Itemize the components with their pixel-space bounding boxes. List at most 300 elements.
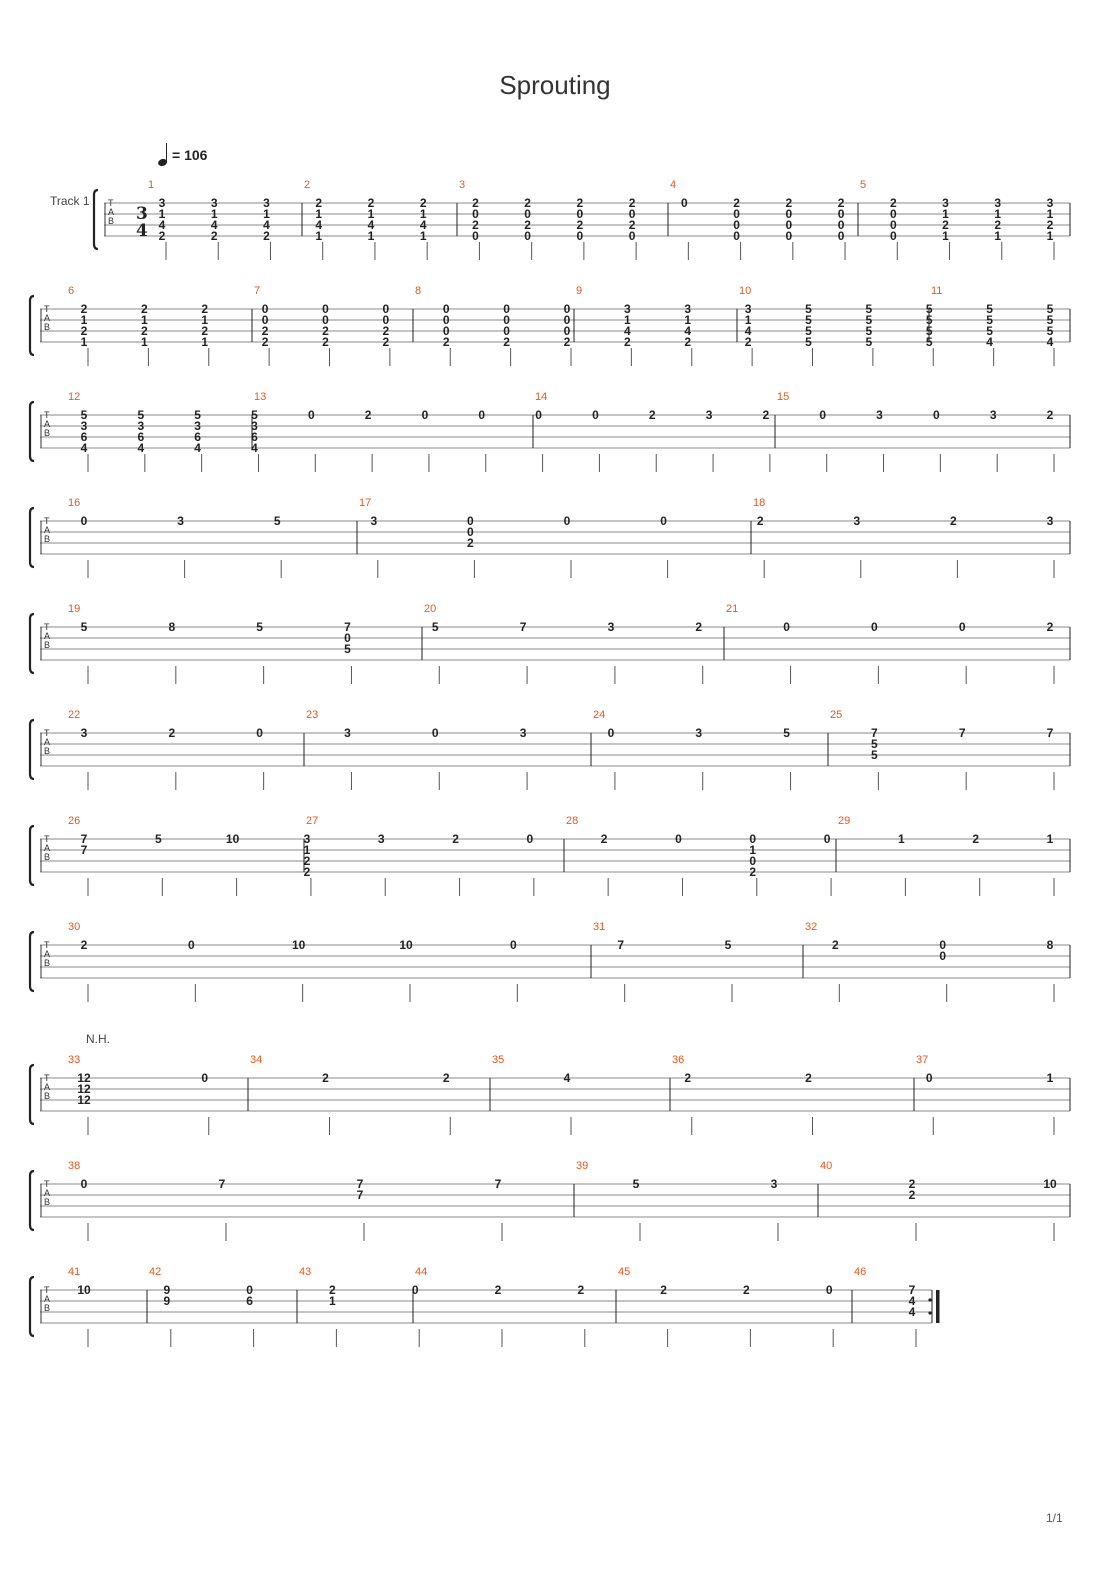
tab-clef-letter: B — [108, 216, 115, 226]
chord — [1047, 196, 1054, 260]
chord — [527, 832, 534, 896]
fret-number: 0 — [503, 302, 510, 316]
chord — [443, 302, 450, 366]
fret-number: 5 — [273, 514, 281, 528]
chord — [1047, 408, 1054, 472]
fret-number: 0 — [628, 229, 636, 243]
chord — [383, 302, 390, 366]
fret-number: 3 — [344, 726, 351, 740]
tab-clef-letter: T — [44, 516, 50, 526]
chord — [994, 196, 1001, 260]
fret-number: 7 — [494, 1177, 502, 1191]
fret-number: 2 — [329, 1283, 336, 1297]
fret-number: 10 — [77, 1283, 91, 1297]
measure-number: 6 — [68, 285, 75, 297]
fret-number: 0 — [837, 218, 845, 232]
fret-number: 0 — [421, 408, 429, 422]
fret-number: 3 — [80, 726, 88, 740]
fret-number: 2 — [908, 1177, 916, 1191]
fret-number: 5 — [80, 620, 88, 634]
fret-number: 3 — [876, 408, 883, 422]
fret-number: 0 — [344, 631, 351, 645]
chord — [201, 1071, 208, 1135]
tab-system — [30, 391, 1070, 472]
fret-number: 1 — [744, 313, 752, 327]
tab-clef-letter: T — [44, 728, 50, 738]
fret-number: 5 — [805, 313, 812, 327]
fret-number: 0 — [592, 408, 599, 422]
fret-number: 5 — [925, 313, 933, 327]
fret-number: 0 — [819, 408, 827, 422]
measure-number: 35 — [492, 1054, 505, 1066]
measure-number: 30 — [68, 921, 81, 933]
natural-harmonic-label: N.H. — [86, 1032, 110, 1046]
fret-number: 2 — [141, 324, 148, 338]
chord — [81, 832, 88, 896]
chord — [81, 726, 88, 790]
chord — [939, 938, 946, 1002]
chord — [399, 938, 413, 1002]
fret-number: 10 — [291, 938, 306, 952]
measure-number: 37 — [916, 1054, 929, 1066]
fret-number: 0 — [503, 324, 510, 338]
chord — [520, 726, 527, 790]
fret-number: 5 — [251, 408, 258, 422]
chord — [1047, 514, 1054, 578]
fret-number: 4 — [908, 1305, 916, 1319]
tab-clef-letter: B — [44, 322, 51, 332]
chord — [177, 514, 184, 578]
fret-number: 0 — [478, 408, 486, 422]
page-number: 1/1 — [1046, 1511, 1063, 1525]
chord — [986, 302, 993, 366]
fret-number: 2 — [749, 865, 757, 879]
system-bracket — [30, 1065, 34, 1124]
fret-number: 8 — [168, 620, 176, 634]
fret-number: 0 — [660, 514, 667, 528]
fret-number: 2 — [315, 196, 323, 210]
fret-number: 1 — [994, 229, 1002, 243]
fret-number: 2 — [744, 335, 752, 349]
chord — [201, 302, 208, 366]
chord — [564, 302, 571, 366]
chord — [432, 726, 439, 790]
fret-number: 2 — [263, 229, 270, 243]
chord — [1047, 938, 1054, 1002]
chord — [1047, 832, 1054, 896]
fret-number: 1 — [315, 207, 323, 221]
fret-number: 6 — [80, 430, 88, 444]
tab-system — [30, 285, 1070, 366]
chord — [601, 832, 608, 896]
measure-number: 32 — [805, 921, 818, 933]
fret-number: 2 — [494, 1283, 502, 1297]
measure-number: 11 — [931, 285, 943, 297]
tab-system — [30, 1160, 1070, 1241]
tab-clef-letter: A — [44, 1188, 51, 1198]
measure-number: 44 — [415, 1266, 428, 1278]
fret-number: 5 — [1046, 302, 1054, 316]
time-signature-bottom: 4 — [136, 221, 148, 241]
fret-number: 0 — [783, 620, 790, 634]
fret-number: 0 — [563, 514, 571, 528]
fret-number: 2 — [628, 196, 636, 210]
fret-number: 2 — [303, 865, 311, 879]
chord — [226, 832, 240, 896]
fret-number: 2 — [628, 218, 636, 232]
fret-number: 0 — [675, 832, 682, 846]
chord — [853, 514, 860, 578]
tab-clef-letter: A — [44, 949, 51, 959]
system-bracket — [94, 190, 98, 249]
fret-number: 2 — [210, 229, 218, 243]
fret-number: 12 — [77, 1071, 91, 1085]
chord — [304, 832, 311, 896]
measure-number: 14 — [535, 391, 548, 403]
measure-number: 26 — [68, 815, 81, 827]
track-name: Track 1 — [50, 194, 90, 208]
fret-number: 2 — [733, 196, 740, 210]
chord — [503, 302, 510, 366]
fret-number: 3 — [519, 726, 527, 740]
fret-number: 1 — [994, 207, 1002, 221]
chord — [495, 1177, 502, 1241]
chord — [315, 196, 322, 260]
fret-number: 7 — [80, 832, 88, 846]
fret-number: 2 — [576, 196, 584, 210]
chord — [443, 1071, 450, 1135]
tab-clef-letter: T — [44, 622, 50, 632]
fret-number: 2 — [364, 408, 372, 422]
fret-number: 0 — [563, 324, 571, 338]
measure-number: 3 — [459, 179, 466, 191]
chord — [783, 620, 790, 684]
fret-number: 0 — [825, 1283, 833, 1297]
measure-number: 45 — [618, 1266, 631, 1278]
fret-number: 0 — [524, 229, 531, 243]
chord — [771, 1177, 778, 1241]
fret-number: 5 — [871, 737, 878, 751]
chord — [832, 938, 839, 1002]
fret-number: 1 — [367, 207, 375, 221]
fret-number: 4 — [210, 218, 218, 232]
chord — [274, 514, 281, 578]
chord — [472, 196, 479, 260]
fret-number: 2 — [837, 196, 845, 210]
fret-number: 2 — [600, 832, 608, 846]
chord — [262, 302, 269, 366]
fret-number: 1 — [263, 207, 270, 221]
fret-number: 0 — [201, 1071, 209, 1085]
fret-number: 0 — [563, 302, 571, 316]
fret-number: 1 — [303, 843, 311, 857]
fret-number: 7 — [344, 620, 351, 634]
fret-number: 10 — [225, 832, 240, 846]
fret-number: 3 — [1046, 196, 1054, 210]
fret-number: 2 — [419, 196, 427, 210]
tab-clef-letter: B — [44, 852, 51, 862]
fret-number: 3 — [158, 196, 166, 210]
fret-number: 2 — [756, 514, 764, 528]
final-barline — [936, 1290, 940, 1323]
tab-clef-letter: T — [44, 940, 50, 950]
fret-number: 5 — [805, 335, 812, 349]
fret-number: 4 — [1046, 335, 1054, 349]
fret-number: 2 — [382, 335, 390, 349]
fret-number: 1 — [684, 313, 692, 327]
fret-number: 2 — [322, 1071, 329, 1085]
chord — [577, 196, 584, 260]
tab-clef-letter: B — [44, 640, 51, 650]
fret-number: 1 — [367, 229, 375, 243]
chord — [933, 408, 940, 472]
fret-number: 0 — [472, 229, 479, 243]
fret-number: 1 — [1046, 1071, 1054, 1085]
chord — [256, 726, 263, 790]
fret-number: 6 — [246, 1294, 253, 1308]
fret-number: 0 — [749, 832, 757, 846]
fret-number: 3 — [1046, 514, 1054, 528]
fret-number: 2 — [1046, 218, 1054, 232]
fret-number: 2 — [503, 335, 510, 349]
fret-number: 2 — [467, 536, 474, 550]
fret-number: 2 — [743, 1283, 750, 1297]
fret-number: 5 — [925, 324, 933, 338]
chord — [344, 620, 351, 684]
chord — [629, 196, 636, 260]
chord — [368, 196, 375, 260]
chord — [188, 938, 195, 1002]
fret-number: 1 — [210, 207, 218, 221]
fret-number: 2 — [908, 1188, 916, 1202]
chord — [942, 196, 949, 260]
fret-number: 0 — [467, 525, 474, 539]
fret-number: 0 — [576, 229, 584, 243]
fret-number: 0 — [261, 302, 269, 316]
fret-number: 2 — [1046, 408, 1054, 422]
chord — [564, 514, 571, 578]
measure-number: 23 — [306, 709, 319, 721]
fret-number: 10 — [399, 938, 413, 952]
fret-number: 0 — [503, 313, 510, 327]
fret-number: 0 — [837, 229, 845, 243]
measure-number: 10 — [739, 285, 752, 297]
fret-number: 2 — [1046, 620, 1054, 634]
tab-system — [30, 921, 1070, 1002]
time-signature-top: 3 — [136, 204, 148, 224]
chord — [745, 302, 752, 366]
chord — [251, 408, 258, 472]
tab-clef-letter: A — [44, 1082, 51, 1092]
fret-number: 4 — [744, 324, 752, 338]
chord — [757, 514, 764, 578]
fret-number: 0 — [939, 938, 947, 952]
chord — [633, 1177, 640, 1241]
fret-number: 4 — [263, 218, 270, 232]
fret-number: 2 — [367, 196, 375, 210]
fret-number: 0 — [733, 218, 740, 232]
fret-number: 0 — [889, 229, 897, 243]
fret-number: 2 — [563, 335, 571, 349]
fret-number: 3 — [194, 419, 201, 433]
fret-number: 5 — [783, 726, 790, 740]
chord — [211, 196, 218, 260]
measure-number: 24 — [593, 709, 606, 721]
chord — [592, 408, 599, 472]
tab-clef-letter: T — [44, 1285, 50, 1295]
fret-number: 0 — [749, 854, 757, 868]
fret-number: 1 — [898, 832, 905, 846]
chord — [308, 408, 315, 472]
fret-number: 5 — [1046, 313, 1054, 327]
fret-number: 3 — [684, 302, 692, 316]
chord — [292, 938, 306, 1002]
chord — [890, 196, 897, 260]
measure-number: 16 — [68, 497, 81, 509]
fret-number: 7 — [908, 1283, 916, 1297]
fret-number: 0 — [628, 207, 636, 221]
fret-number: 5 — [80, 408, 88, 422]
fret-number: 2 — [577, 1283, 585, 1297]
fret-number: 0 — [733, 207, 740, 221]
fret-number: 0 — [187, 938, 195, 952]
chord — [256, 620, 263, 684]
chord — [926, 302, 933, 366]
tab-clef-letter: B — [44, 1091, 51, 1101]
fret-number: 0 — [322, 313, 329, 327]
tab-system — [30, 815, 1070, 896]
fret-number: 5 — [871, 748, 878, 762]
measure-number: 1 — [148, 179, 155, 191]
fret-number: 4 — [419, 218, 427, 232]
fret-number: 5 — [724, 938, 732, 952]
fret-number: 7 — [958, 726, 966, 740]
fret-number: 6 — [194, 430, 201, 444]
fret-number: 5 — [986, 302, 993, 316]
tab-clef-letter: T — [108, 198, 114, 208]
fret-number: 0 — [261, 313, 269, 327]
fret-number: 1 — [80, 335, 88, 349]
fret-number: 2 — [442, 335, 450, 349]
chord — [155, 832, 162, 896]
chord — [77, 1283, 91, 1347]
chord — [972, 832, 979, 896]
system-bracket — [30, 508, 34, 567]
fret-number: 4 — [194, 441, 201, 455]
chord — [871, 726, 878, 790]
fret-number: 2 — [80, 302, 88, 316]
measure-number: 31 — [593, 921, 606, 933]
system-bracket — [30, 932, 34, 991]
chord — [168, 726, 175, 790]
chord — [950, 514, 957, 578]
system-bracket — [30, 720, 34, 779]
fret-number: 4 — [908, 1294, 916, 1308]
chord — [370, 514, 377, 578]
fret-number: 0 — [442, 313, 450, 327]
fret-number: 2 — [972, 832, 980, 846]
fret-number: 1 — [942, 207, 949, 221]
chord — [357, 1177, 364, 1241]
tab-clef-letter: A — [44, 419, 51, 429]
chord — [909, 1283, 916, 1347]
fret-number: 2 — [472, 196, 479, 210]
fret-number: 2 — [889, 196, 897, 210]
fret-number: 2 — [762, 408, 770, 422]
chord — [163, 1283, 170, 1347]
tab-clef-letter: B — [44, 1197, 51, 1207]
chord — [344, 726, 351, 790]
chord — [898, 832, 905, 896]
measure-number: 25 — [830, 709, 843, 721]
tab-clef-letter: T — [44, 1073, 50, 1083]
tab-clef-letter: A — [44, 631, 51, 641]
chord — [1047, 1071, 1054, 1135]
fret-number: 2 — [660, 1283, 667, 1297]
chord — [77, 1071, 91, 1135]
chord — [617, 938, 624, 1002]
fret-number: 4 — [80, 441, 88, 455]
fret-number: 0 — [535, 408, 542, 422]
chord — [684, 302, 691, 366]
chord — [608, 726, 615, 790]
fret-number: 2 — [158, 229, 166, 243]
fret-number: 4 — [315, 218, 323, 232]
fret-number: 5 — [154, 832, 162, 846]
chord — [420, 196, 427, 260]
system-bracket — [30, 402, 34, 461]
fret-number: 3 — [994, 196, 1002, 210]
fret-number: 0 — [889, 218, 897, 232]
fret-number: 5 — [865, 335, 873, 349]
repeat-dot — [928, 1311, 931, 1314]
chord — [365, 408, 372, 472]
chord — [81, 620, 88, 684]
fret-number: 0 — [785, 207, 793, 221]
tab-clef-letter: T — [44, 834, 50, 844]
fret-number: 5 — [137, 408, 145, 422]
chord — [194, 408, 201, 472]
chord — [733, 196, 740, 260]
fret-number: 1 — [749, 843, 757, 857]
chord — [378, 832, 385, 896]
measure-number: 4 — [670, 179, 677, 191]
fret-number: 5 — [865, 313, 873, 327]
fret-number: 0 — [307, 408, 315, 422]
fret-number: 3 — [624, 302, 631, 316]
fret-number: 1 — [1046, 207, 1054, 221]
chord — [520, 620, 527, 684]
fret-number: 5 — [986, 324, 993, 338]
fret-number: 0 — [939, 949, 947, 963]
fret-number: 0 — [246, 1283, 253, 1297]
fret-number: 5 — [256, 620, 263, 634]
chord — [743, 1283, 750, 1347]
fret-number: 1 — [201, 335, 209, 349]
fret-number: 2 — [831, 938, 839, 952]
tab-system — [94, 179, 1070, 260]
fret-number: 7 — [356, 1177, 364, 1191]
fret-number: 5 — [865, 324, 873, 338]
fret-number: 3 — [744, 302, 752, 316]
fret-number: 9 — [163, 1294, 171, 1308]
fret-number: 1 — [158, 207, 166, 221]
fret-number: 0 — [382, 313, 390, 327]
tab-clef-letter: T — [44, 304, 50, 314]
fret-number: 1 — [329, 1294, 336, 1308]
fret-number: 2 — [168, 726, 176, 740]
chord — [322, 1071, 329, 1135]
